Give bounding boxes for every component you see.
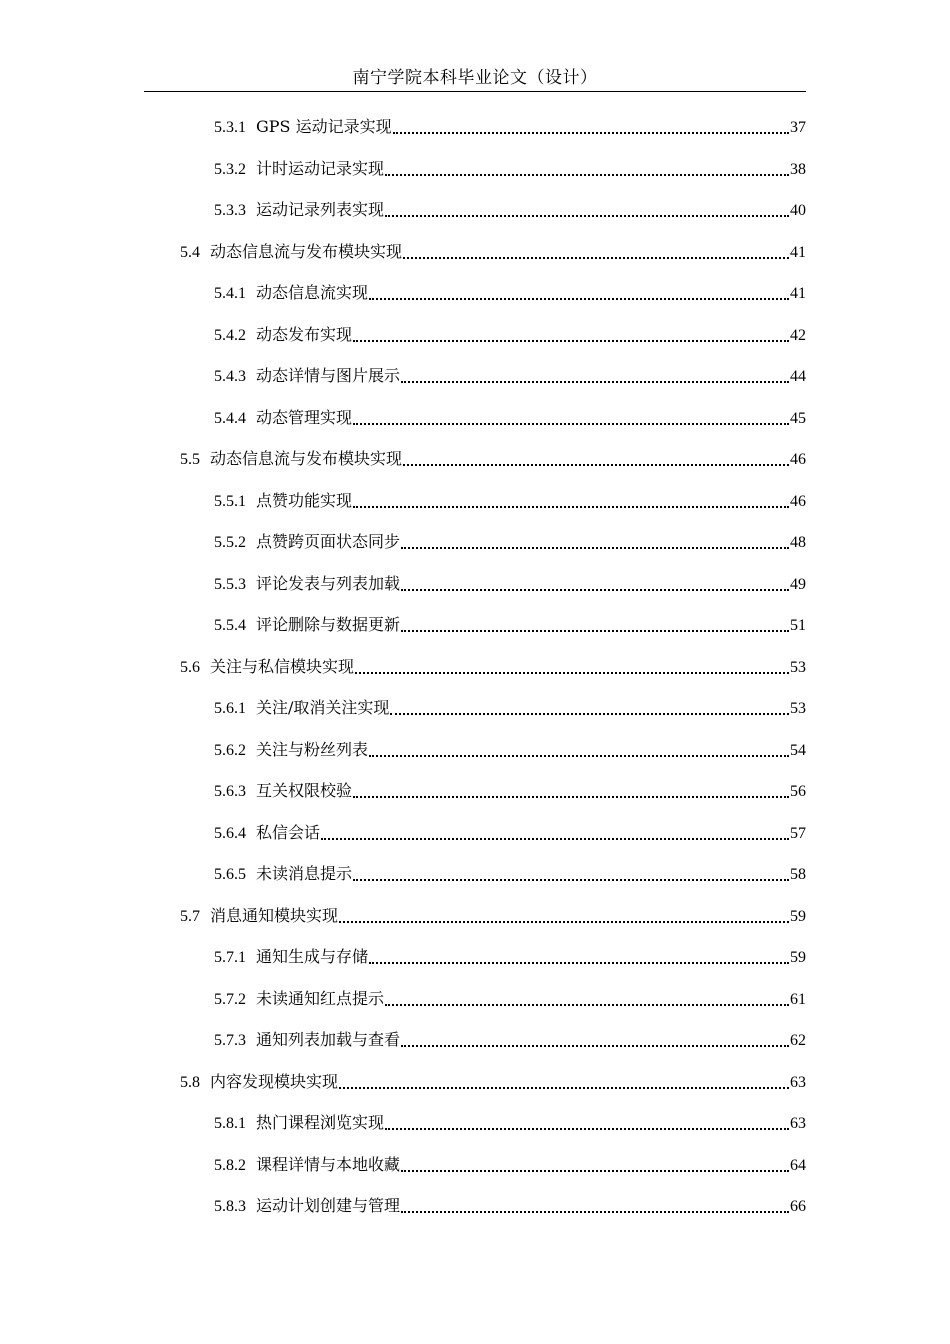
toc-entry-title: 运动计划创建与管理	[256, 1196, 401, 1215]
toc-entry-page-number: 58	[790, 866, 806, 883]
toc-entry[interactable]	[214, 821, 806, 845]
toc-entry-number: 5.7.2	[214, 990, 246, 1008]
toc-entry-number: 5.7.3	[214, 1032, 246, 1049]
toc-dot-leader	[369, 298, 789, 300]
toc-entry-number: 5.5.2	[214, 534, 246, 551]
toc-entry-number: 5.7	[180, 907, 200, 925]
toc-entry-page-number: 49	[790, 575, 806, 593]
toc-entry-title: 未读通知红点提示	[256, 988, 385, 1008]
toc-entry-number: 5.4	[180, 243, 200, 261]
toc-entry-number: 5.8	[180, 1073, 200, 1091]
toc-entry[interactable]	[214, 1111, 806, 1135]
toc-entry-title: 动态管理实现	[256, 407, 353, 427]
toc-entry-page-number: 46	[790, 492, 806, 510]
toc-dot-leader	[369, 962, 789, 964]
toc-entry-number: 5.4.3	[214, 368, 246, 385]
toc-entry-number: 5.5	[180, 451, 200, 468]
toc-entry-title: 互关权限校验	[256, 781, 353, 800]
toc-entry-title: 消息通知模块实现	[210, 905, 339, 925]
toc-entry-number: 5.6.3	[214, 783, 246, 800]
toc-dot-leader	[401, 381, 789, 383]
toc-dot-leader	[401, 630, 789, 632]
toc-entry-number: 5.5.1	[214, 492, 246, 510]
toc-dot-leader	[401, 1045, 789, 1047]
toc-entry[interactable]	[214, 489, 806, 513]
toc-entry-title: 运动记录列表实现	[256, 200, 385, 219]
toc-entry-title: 热门课程浏览实现	[256, 1113, 385, 1132]
toc-entry-title: 计时运动记录实现	[256, 158, 385, 178]
toc-dot-leader	[385, 174, 789, 176]
toc-entry-page-number: 63	[790, 1073, 806, 1091]
toc-entry-title: 动态信息流与发布模块实现	[210, 449, 403, 468]
toc-dot-leader	[403, 257, 789, 259]
toc-entry-page-number: 41	[790, 285, 806, 302]
toc-dot-leader	[401, 1170, 789, 1172]
toc-entry[interactable]	[214, 1153, 806, 1177]
toc-entry-title: 课程详情与本地收藏	[256, 1154, 401, 1174]
toc-entry-number: 5.6.4	[214, 824, 246, 842]
toc-entry-title: GPS 运动记录实现	[256, 117, 392, 136]
toc-entry-title: 评论删除与数据更新	[256, 615, 401, 634]
toc-entry[interactable]	[214, 406, 806, 430]
toc-entry[interactable]	[214, 157, 806, 181]
toc-entry-title: 动态发布实现	[256, 324, 353, 344]
toc-entry[interactable]	[214, 613, 806, 637]
toc-entry-page-number: 59	[790, 949, 806, 966]
toc-entry-number: 5.5.4	[214, 617, 246, 634]
toc-dot-leader	[393, 132, 789, 134]
toc-entry-title: 动态详情与图片展示	[256, 366, 401, 385]
toc-entry-page-number: 59	[790, 907, 806, 925]
toc-entry-title: 动态信息流与发布模块实现	[210, 241, 403, 261]
toc-entry[interactable]	[214, 281, 806, 305]
toc-entry-number: 5.6.5	[214, 866, 246, 883]
toc-entry[interactable]	[214, 530, 806, 554]
toc-entry-page-number: 62	[790, 1032, 806, 1049]
toc-entry-number: 5.8.2	[214, 1156, 246, 1174]
toc-entry-number: 5.3.3	[214, 202, 246, 219]
toc-entry-page-number: 45	[790, 409, 806, 427]
toc-entry[interactable]	[180, 904, 806, 928]
toc-entry-page-number: 37	[790, 119, 806, 136]
toc-entry[interactable]	[214, 572, 806, 596]
toc-entry-page-number: 64	[790, 1156, 806, 1174]
toc-dot-leader	[403, 464, 789, 466]
toc-entry-page-number: 44	[790, 368, 806, 385]
toc-entry[interactable]	[214, 1194, 806, 1218]
toc-dot-leader	[321, 838, 789, 840]
toc-entry-number: 5.6	[180, 658, 200, 676]
toc-entry-number: 5.5.3	[214, 575, 246, 593]
toc-entry-page-number: 54	[790, 741, 806, 759]
toc-entry-page-number: 46	[790, 451, 806, 468]
toc-entry[interactable]	[214, 198, 806, 222]
toc-entry-page-number: 51	[790, 617, 806, 634]
toc-dot-leader	[353, 506, 789, 508]
page-header-title: 南宁学院本科毕业论文（设计）	[352, 68, 598, 88]
toc-entry-number: 5.8.1	[214, 1115, 246, 1132]
toc-entry-page-number: 57	[790, 824, 806, 842]
toc-dot-leader	[401, 1211, 789, 1213]
toc-dot-leader	[339, 1087, 789, 1089]
toc-entry-page-number: 66	[790, 1198, 806, 1215]
toc-entry[interactable]	[214, 987, 806, 1011]
toc-dot-leader	[401, 589, 789, 591]
toc-dot-leader	[385, 215, 789, 217]
toc-entry[interactable]	[180, 240, 806, 264]
toc-entry[interactable]	[214, 738, 806, 762]
toc-entry-title: 点赞跨页面状态同步	[256, 532, 401, 551]
toc-entry-number: 5.6.1	[214, 700, 246, 717]
toc-entry-title: 未读消息提示	[256, 864, 353, 883]
toc-entry-page-number: 56	[790, 783, 806, 800]
toc-dot-leader	[339, 921, 789, 923]
toc-entry-title: 评论发表与列表加载	[256, 573, 401, 593]
toc-dot-leader	[355, 672, 789, 674]
toc-dot-leader	[385, 1004, 789, 1006]
toc-entry-number: 5.8.3	[214, 1198, 246, 1215]
toc-entry[interactable]	[214, 862, 806, 886]
toc-entry-page-number: 48	[790, 534, 806, 551]
toc-entry-title: 内容发现模块实现	[210, 1071, 339, 1091]
toc-entry-title: 关注与粉丝列表	[256, 739, 369, 759]
toc-entry-page-number: 61	[790, 990, 806, 1008]
toc-entry[interactable]	[180, 655, 806, 679]
toc-entry[interactable]	[180, 1070, 806, 1094]
toc-entry-number: 5.4.2	[214, 326, 246, 344]
toc-entry[interactable]	[214, 779, 806, 803]
toc-entry-title: 动态信息流实现	[256, 283, 369, 302]
toc-entry-page-number: 41	[790, 243, 806, 261]
toc-entry[interactable]	[214, 364, 806, 388]
toc-entry-title: 关注与私信模块实现	[210, 656, 355, 676]
toc-entry[interactable]	[214, 115, 806, 139]
toc-entry-title: 通知列表加载与查看	[256, 1030, 401, 1049]
toc-dot-leader	[385, 1128, 789, 1130]
toc-entry[interactable]	[214, 323, 806, 347]
toc-dot-leader	[401, 547, 789, 549]
toc-entry[interactable]	[214, 1028, 806, 1052]
toc-dot-leader	[369, 755, 789, 757]
toc-dot-leader	[353, 340, 789, 342]
toc-entry-page-number: 42	[790, 326, 806, 344]
toc-entry-page-number: 63	[790, 1115, 806, 1132]
toc-entry-number: 5.4.4	[214, 409, 246, 427]
toc-entry-number: 5.3.1	[214, 119, 246, 136]
toc-dot-leader	[353, 796, 789, 798]
toc-dot-leader	[353, 879, 789, 881]
toc-entry-title: 通知生成与存储	[256, 947, 369, 966]
toc-entry-number: 5.6.2	[214, 741, 246, 759]
toc-entry[interactable]	[214, 945, 806, 969]
toc-entry-title: 关注/取消关注实现	[256, 698, 390, 717]
toc-entry-page-number: 53	[790, 700, 806, 717]
toc-entry[interactable]	[180, 447, 806, 471]
toc-entry-number: 5.4.1	[214, 285, 246, 302]
toc-entry[interactable]	[214, 696, 806, 720]
toc-entry-page-number: 53	[790, 658, 806, 676]
toc-dot-leader	[353, 423, 789, 425]
toc-entry-title: 私信会话	[256, 822, 321, 842]
toc-entry-page-number: 38	[790, 160, 806, 178]
toc-entry-number: 5.7.1	[214, 949, 246, 966]
toc-entry-title: 点赞功能实现	[256, 490, 353, 510]
toc-entry-page-number: 40	[790, 202, 806, 219]
toc-entry-number: 5.3.2	[214, 160, 246, 178]
toc-dot-leader	[390, 713, 789, 715]
